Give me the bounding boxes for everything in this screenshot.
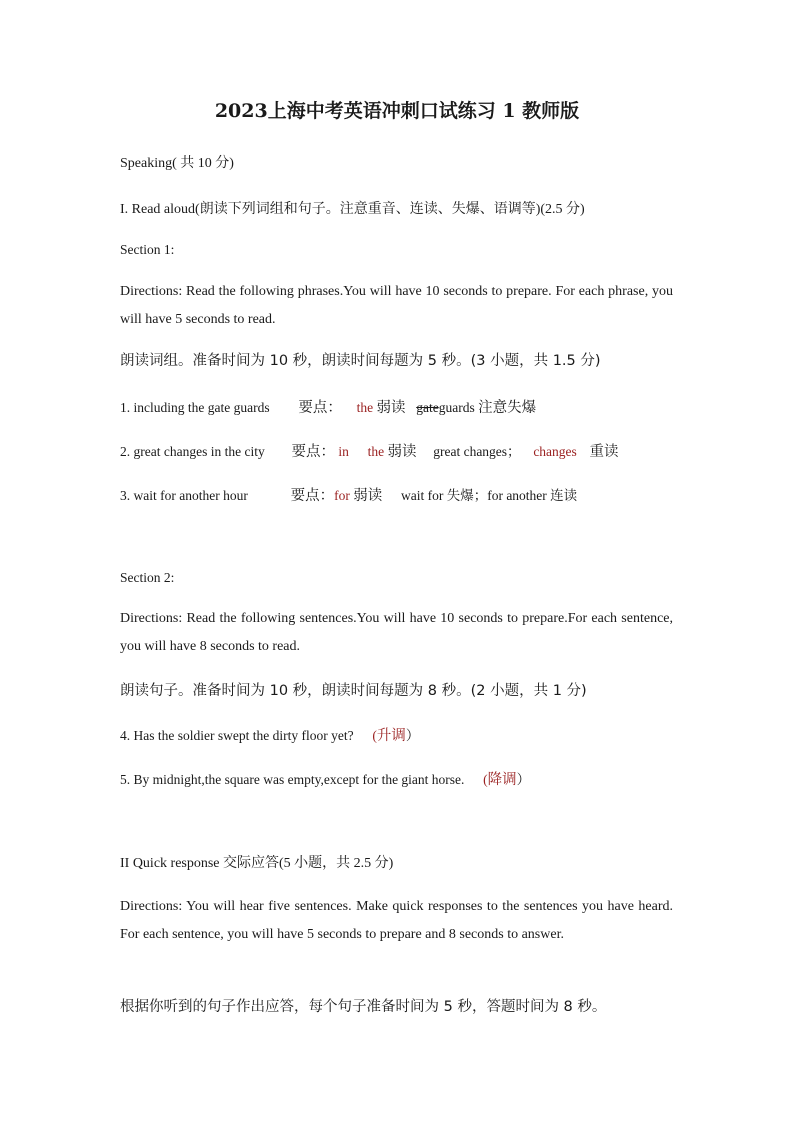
- sentence-text: 4. Has the soldier swept the dirty floor yet?: [120, 728, 354, 743]
- speaking-heading: Speaking( 共 10 分): [120, 156, 234, 171]
- section1-directions: Directions: Read the following phrases.You will have 10 seconds to prepare. For each phrase, you will have 5 seconds to read.: [120, 284, 673, 327]
- phrase-text: 2. great changes in the city: [120, 444, 265, 459]
- phrase-text: 3. wait for another hour: [120, 488, 248, 503]
- phrase-item-1: [120, 396, 675, 417]
- weak-word: the: [356, 400, 374, 415]
- section2-label: Section 2:: [120, 570, 175, 585]
- intonation-note: 升调: [376, 728, 406, 744]
- weak-word: in: [338, 444, 349, 459]
- word: great changes；: [433, 444, 521, 459]
- part1-heading: I. Read aloud(朗读下列词组和句子。注意重音、连读、失爆、语调等)(2.5 分): [120, 202, 585, 217]
- note-text: 弱读: [353, 488, 383, 504]
- key-label: 要点：: [298, 400, 342, 416]
- section2-directions: Directions: Read the following sentences.You will have 10 seconds to prepare.For each sentence, you will have 8 seconds to read.: [120, 611, 673, 654]
- section1-instruction: 朗读词组。准备时间为 10 秒，朗读时间每题为 5 秒。(3 小题，共 1.5 分): [120, 353, 601, 369]
- crossed-word: gate: [416, 400, 439, 415]
- phrase-item-3: [120, 484, 675, 505]
- section2-instruction: 朗读句子。准备时间为 10 秒，朗读时间每题为 8 秒。(2 小题，共 1 分): [120, 683, 587, 699]
- sentence-item-4: 4. Has the soldier swept the dirty floor yet? (升调）: [120, 728, 420, 744]
- word: guards: [438, 400, 475, 415]
- sentence-text: 5. By midnight,the square was empty,except for the giant horse.: [120, 772, 465, 787]
- note-text: 注意失爆: [478, 400, 537, 416]
- key-label: 要点：: [290, 488, 335, 504]
- weak-word: the: [367, 444, 385, 459]
- note-text: 弱读: [387, 444, 417, 460]
- section1-label: Section 1:: [120, 242, 175, 257]
- stress-word: changes: [533, 444, 577, 459]
- intonation-note: 降调: [487, 772, 517, 788]
- weak-word: for: [334, 488, 350, 503]
- part2-heading: II Quick response 交际应答(5 小题，共 2.5 分): [120, 856, 394, 871]
- sentence-item-5: 5. By midnight,the square was empty,except for the giant horse. (降调）: [120, 772, 531, 788]
- note-text: 重读: [589, 444, 619, 460]
- note-text: wait for 失爆；for another 连读: [400, 488, 578, 503]
- key-label: 要点：: [291, 444, 335, 460]
- page-title: 2023上海中考英语冲刺口试练习 1 教师版: [214, 100, 580, 122]
- note-text: 弱读: [376, 400, 406, 416]
- part2-directions: Directions: You will hear five sentences. Make quick responses to the sentences you have heard. For each sentence, you will have 5 seconds to prepare and 8 seconds to answer.: [120, 899, 673, 942]
- part2-instruction: 根据你听到的句子作出应答，每个句子准备时间为 5 秒，答题时间为 8 秒。: [120, 999, 607, 1015]
- phrase-item-2: [120, 440, 675, 461]
- phrase-text: 1. including the gate guards: [120, 400, 270, 415]
